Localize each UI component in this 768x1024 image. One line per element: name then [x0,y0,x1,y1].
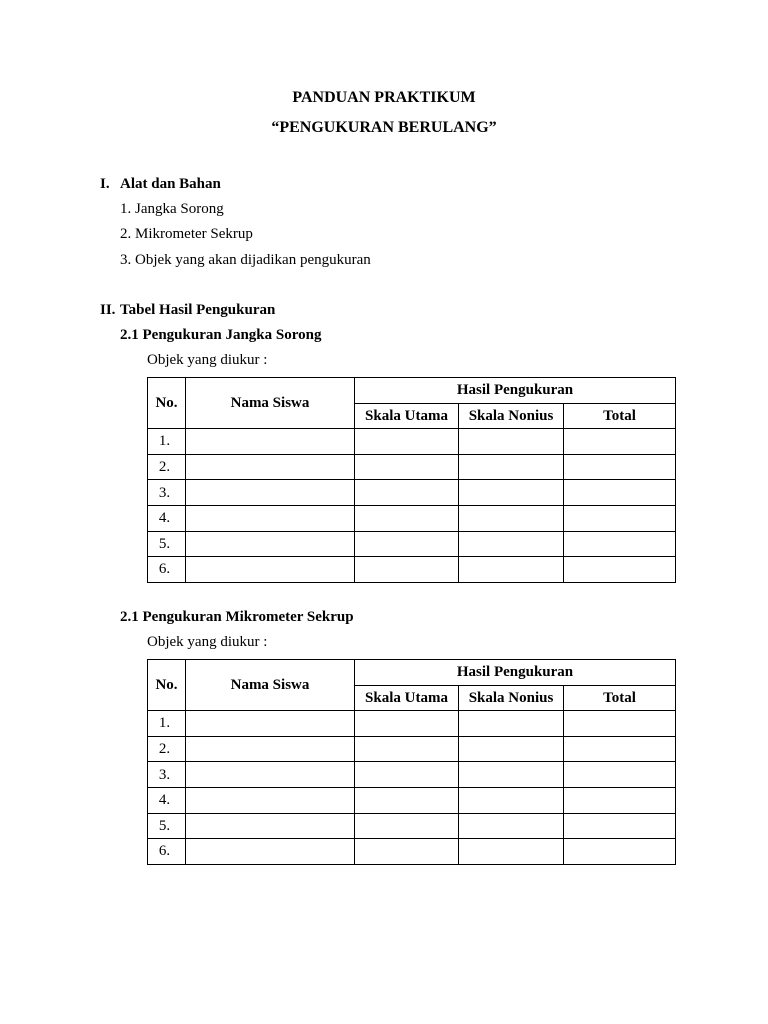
mikrometer-sekrup-table [147,659,676,865]
cell-skala-nonius[interactable] [459,736,564,762]
subsection-mikrometer-sekrup-heading: 2.1 Pengukuran Mikrometer Sekrup [120,609,354,625]
cell-skala-nonius[interactable] [459,762,564,788]
row-number: 1. [148,429,186,455]
header-skala-utama: Skala Utama [355,403,459,429]
cell-nama-siswa[interactable] [186,531,355,557]
row-number: 5. [148,813,186,839]
row-number: 1. [148,711,186,737]
list-item-jangka-sorong: 1. Jangka Sorong [120,201,224,217]
cell-nama-siswa[interactable] [186,454,355,480]
list-item-objek: 3. Objek yang akan dijadikan pengukuran [120,252,371,268]
table-row [148,839,676,865]
section-2-number: II. [100,302,116,318]
cell-nama-siswa[interactable] [186,429,355,455]
table-row [148,762,676,788]
cell-skala-nonius[interactable] [459,813,564,839]
table-row [148,711,676,737]
header-skala-nonius: Skala Nonius [459,685,564,711]
row-number: 2. [148,736,186,762]
header-total: Total [564,685,676,711]
table-row [148,813,676,839]
subsection-jangka-sorong-heading: 2.1 Pengukuran Jangka Sorong [120,327,322,343]
cell-total[interactable] [564,736,676,762]
cell-total[interactable] [564,480,676,506]
header-no: No. [148,378,186,429]
cell-total[interactable] [564,711,676,737]
row-number: 6. [148,557,186,583]
cell-skala-utama[interactable] [355,839,459,865]
header-hasil-pengukuran: Hasil Pengukuran [355,378,676,404]
cell-skala-utama[interactable] [355,787,459,813]
table-row [148,557,676,583]
row-number: 3. [148,762,186,788]
row-number: 6. [148,839,186,865]
cell-skala-nonius[interactable] [459,531,564,557]
section-1-number: I. [100,176,110,192]
cell-skala-nonius[interactable] [459,429,564,455]
cell-total[interactable] [564,505,676,531]
header-nama-siswa: Nama Siswa [186,378,355,429]
section-1-heading: Alat dan Bahan [120,176,221,192]
cell-nama-siswa[interactable] [186,557,355,583]
cell-total[interactable] [564,787,676,813]
row-number: 3. [148,480,186,506]
cell-nama-siswa[interactable] [186,736,355,762]
jangka-sorong-table [147,377,676,583]
cell-nama-siswa[interactable] [186,480,355,506]
cell-nama-siswa[interactable] [186,762,355,788]
header-total: Total [564,403,676,429]
cell-total[interactable] [564,813,676,839]
table-row [148,429,676,455]
section-2-heading: Tabel Hasil Pengukuran [120,302,276,318]
cell-total[interactable] [564,557,676,583]
cell-skala-nonius[interactable] [459,505,564,531]
document-subtitle: “PENGUKURAN BERULANG” [271,119,497,136]
header-no: No. [148,660,186,711]
cell-total[interactable] [564,762,676,788]
row-number: 4. [148,787,186,813]
table-row [148,454,676,480]
cell-total[interactable] [564,839,676,865]
header-nama-siswa: Nama Siswa [186,660,355,711]
object-measured-label: Objek yang diukur : [147,352,268,368]
header-hasil-pengukuran: Hasil Pengukuran [355,660,676,686]
table-row [148,480,676,506]
row-number: 5. [148,531,186,557]
cell-skala-utama[interactable] [355,429,459,455]
cell-nama-siswa[interactable] [186,813,355,839]
table-row [148,505,676,531]
table-row [148,736,676,762]
cell-nama-siswa[interactable] [186,787,355,813]
cell-skala-utama[interactable] [355,531,459,557]
cell-nama-siswa[interactable] [186,711,355,737]
document-title: PANDUAN PRAKTIKUM [292,89,476,106]
cell-total[interactable] [564,531,676,557]
table-row [148,531,676,557]
header-skala-utama: Skala Utama [355,685,459,711]
list-item-mikrometer-sekrup: 2. Mikrometer Sekrup [120,226,253,242]
header-skala-nonius: Skala Nonius [459,403,564,429]
cell-skala-utama[interactable] [355,505,459,531]
row-number: 4. [148,505,186,531]
cell-total[interactable] [564,454,676,480]
cell-total[interactable] [564,429,676,455]
cell-skala-nonius[interactable] [459,454,564,480]
cell-skala-utama[interactable] [355,480,459,506]
object-measured-label: Objek yang diukur : [147,634,268,650]
cell-skala-nonius[interactable] [459,557,564,583]
cell-skala-nonius[interactable] [459,711,564,737]
table-row [148,787,676,813]
cell-skala-nonius[interactable] [459,787,564,813]
cell-skala-nonius[interactable] [459,839,564,865]
cell-skala-utama[interactable] [355,557,459,583]
cell-skala-utama[interactable] [355,813,459,839]
row-number: 2. [148,454,186,480]
cell-skala-utama[interactable] [355,454,459,480]
cell-skala-nonius[interactable] [459,480,564,506]
cell-skala-utama[interactable] [355,762,459,788]
cell-nama-siswa[interactable] [186,505,355,531]
cell-nama-siswa[interactable] [186,839,355,865]
cell-skala-utama[interactable] [355,711,459,737]
cell-skala-utama[interactable] [355,736,459,762]
